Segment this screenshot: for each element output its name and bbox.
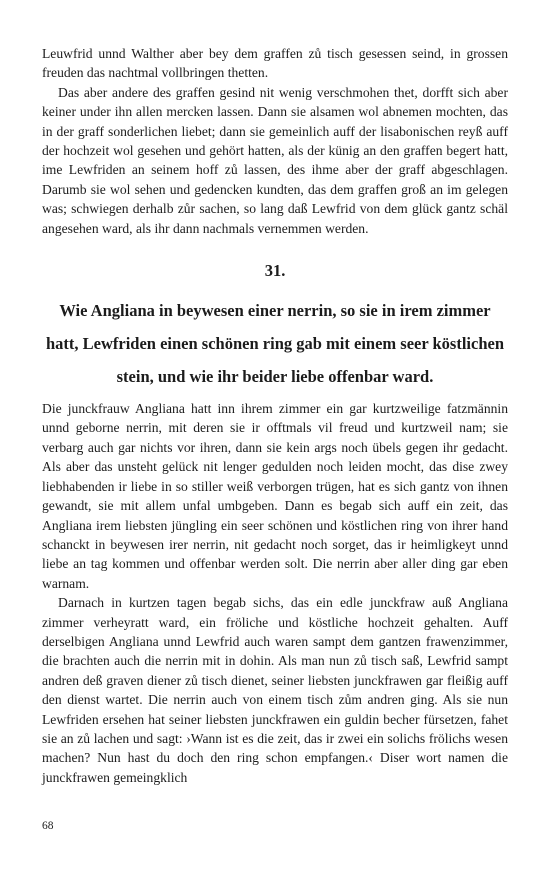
page-text-block [42,44,508,787]
chapter-title: Wie Angliana in beywesen einer nerrin, so sie in irem zimmer hatt, Lewfriden einen schönen ring gab mit einem seer köstlichen stein, und wie ihr beider liebe offenbar ward. [45,301,504,387]
paragraph: Das aber andere des graffen gesind nit wenig verschmohen thet, dorfft sich aber keiner under ihn allen mercken lassen. Dann sie alsamen wol abnemen mochten, das in der graff sonderlichen liebet; dann sie gemeinlich auff der lisabonischen reyß auff der hochzeit wol gesehen und gehört hatten, als der künig an den graffen begert hatt, ime Lewfriden an seinem hoff zů lassen, des ihme aber der graff abgeschlagen. Darumb sie wol sehen und gedencken kundten, das dem graffen groß an im gelegen was; schwiegen derhalb zůr sachen, so lang daß Lewfrid von dem glück gantz schäl angesehen ward, als ihr dann nachmals vernemmen werden. [42,84,508,236]
paragraph: Die junckfrauw Angliana hatt inn ihrem zimmer ein gar kurtzweilige fatzmännin unnd geborne nerrin, mit deren sie ir offtmals vil freud und kurtzweil nam; sie verbarg auch gar nichts vor ihren, dann sie kein args noch übels gegen ihr gedacht. Als aber das unsteht gelück nit lenger gedulden noch leiden mocht, das dise zwey liebhabenden ir liebe in so stiller weiß verborgen trügen, hat es sich gantz von ihnen gewandt, sie mit allem unfal umbgeben. Dann es begab sich auff ein zeit, das Angliana irem liebsten jüngling ein seer schönen und köstlichen ring von ihrer hand schanckt in beywesen irer nerrin, nit gedacht noch sorget, das ir heimligkeyt unnd liebe an tag kommen und offenbar werden solt. Die nerrin aber aller ding gar eben warnam. [42,401,508,591]
page-number: 68 [42,820,54,832]
chapter-number: 31. [264,261,286,281]
paragraph: Darnach in kurtzen tagen begab sichs, das ein edle junckfraw auß Angliana zimmer verheyratt ward, ein fröliche und köstliche hochzeit gehalten. Auff derselbigen Angliana unnd Lewfrid auch waren sampt dem gantzen frawenzimmer, die brachten auch die nerrin mit in dohin. Als man nun zů tisch saß, Lewfrid sampt andren deß graven diener zů tisch dienet, seiner liebsten junckfrawen gar fleißig auff den dienst wartet. Die nerrin auch von einem tisch zům andren ging. Als sie nun Lewfriden ersehen hat seiner liebsten junckfrawen ein guldin becher fürsetzen, fahet sie an zů lachen und sagt: ›Wann ist es die zeit, das ir zwei ein solichs frölichs wesen machen? Nun hast du doch den ring schon empfangen.‹ Diser wort namen die junckfrawen gemeingklich [42,595,508,785]
paragraph-continuation: Leuwfrid unnd Walther aber bey dem graffen zů tisch gesessen seind, in grossen freuden das nachtmal vollbringen thetten. [42,46,508,81]
